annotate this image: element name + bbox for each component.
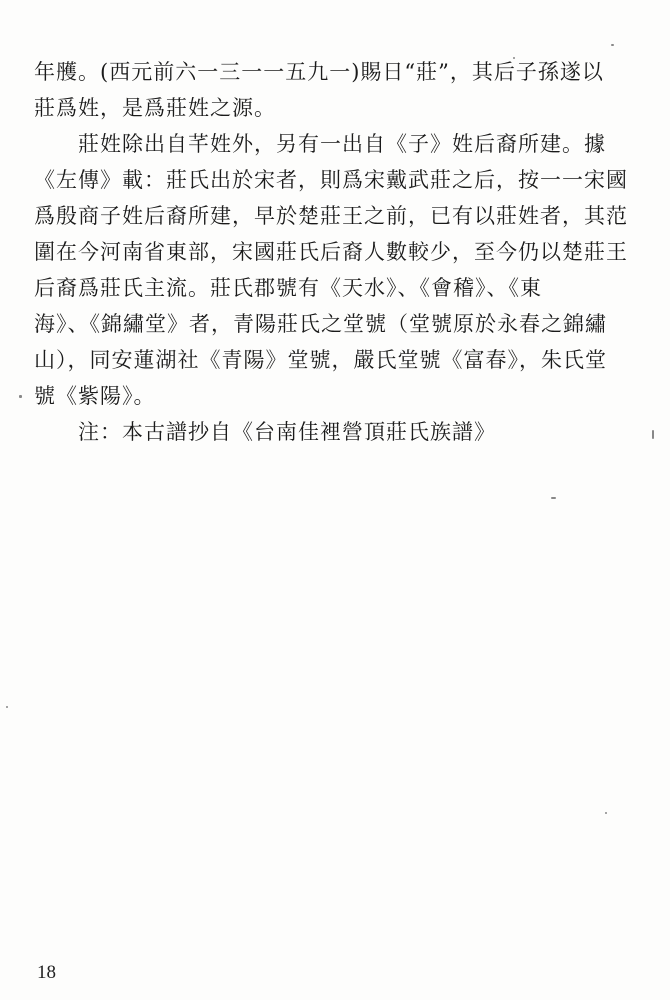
- text-line: 爲殷商子姓后裔所建，早於楚莊王之前，已有以莊姓者，其范: [34, 204, 628, 228]
- text-line: 山），同安蓮湖社《青陽》堂號，嚴氏堂號《富春》，朱氏堂: [34, 348, 607, 372]
- text-line: 號《紫陽》。: [34, 384, 156, 408]
- text-line: 莊姓除出自芊姓外，另有一出自《子》姓后裔所建。據: [34, 132, 606, 156]
- text-line: 年雘。(西元前六一三一一五九一)賜日“莊”，其后子孫遂以: [34, 60, 604, 84]
- scan-speck: [513, 57, 515, 59]
- note-line: 注：本古譜抄自《台南佳裡營頂莊氏族譜》: [34, 420, 496, 444]
- body-text: [34, 54, 634, 450]
- scan-speck: [605, 812, 607, 814]
- text-line: 《左傳》載：莊氏出於宋者，則爲宋戴武莊之后，按一一宋國: [34, 168, 628, 192]
- scan-speck: [611, 44, 614, 46]
- text-line: 莊爲姓，是爲莊姓之源。: [34, 96, 276, 120]
- text-line: 圍在今河南省東部，宋國莊氏后裔人數較少，至今仍以楚莊王: [34, 240, 628, 264]
- page-number: 18: [37, 962, 56, 983]
- text-line: 后裔爲莊氏主流。莊氏郡號有《天水》、《會稽》、《東: [34, 276, 542, 300]
- scan-speck: [19, 395, 22, 398]
- scan-speck: [652, 430, 654, 439]
- scan-speck: [551, 497, 556, 499]
- scan-speck: [6, 706, 8, 708]
- text-line: 海》、《錦繡堂》者，青陽莊氏之堂號（堂號原於永春之錦繡: [34, 312, 607, 336]
